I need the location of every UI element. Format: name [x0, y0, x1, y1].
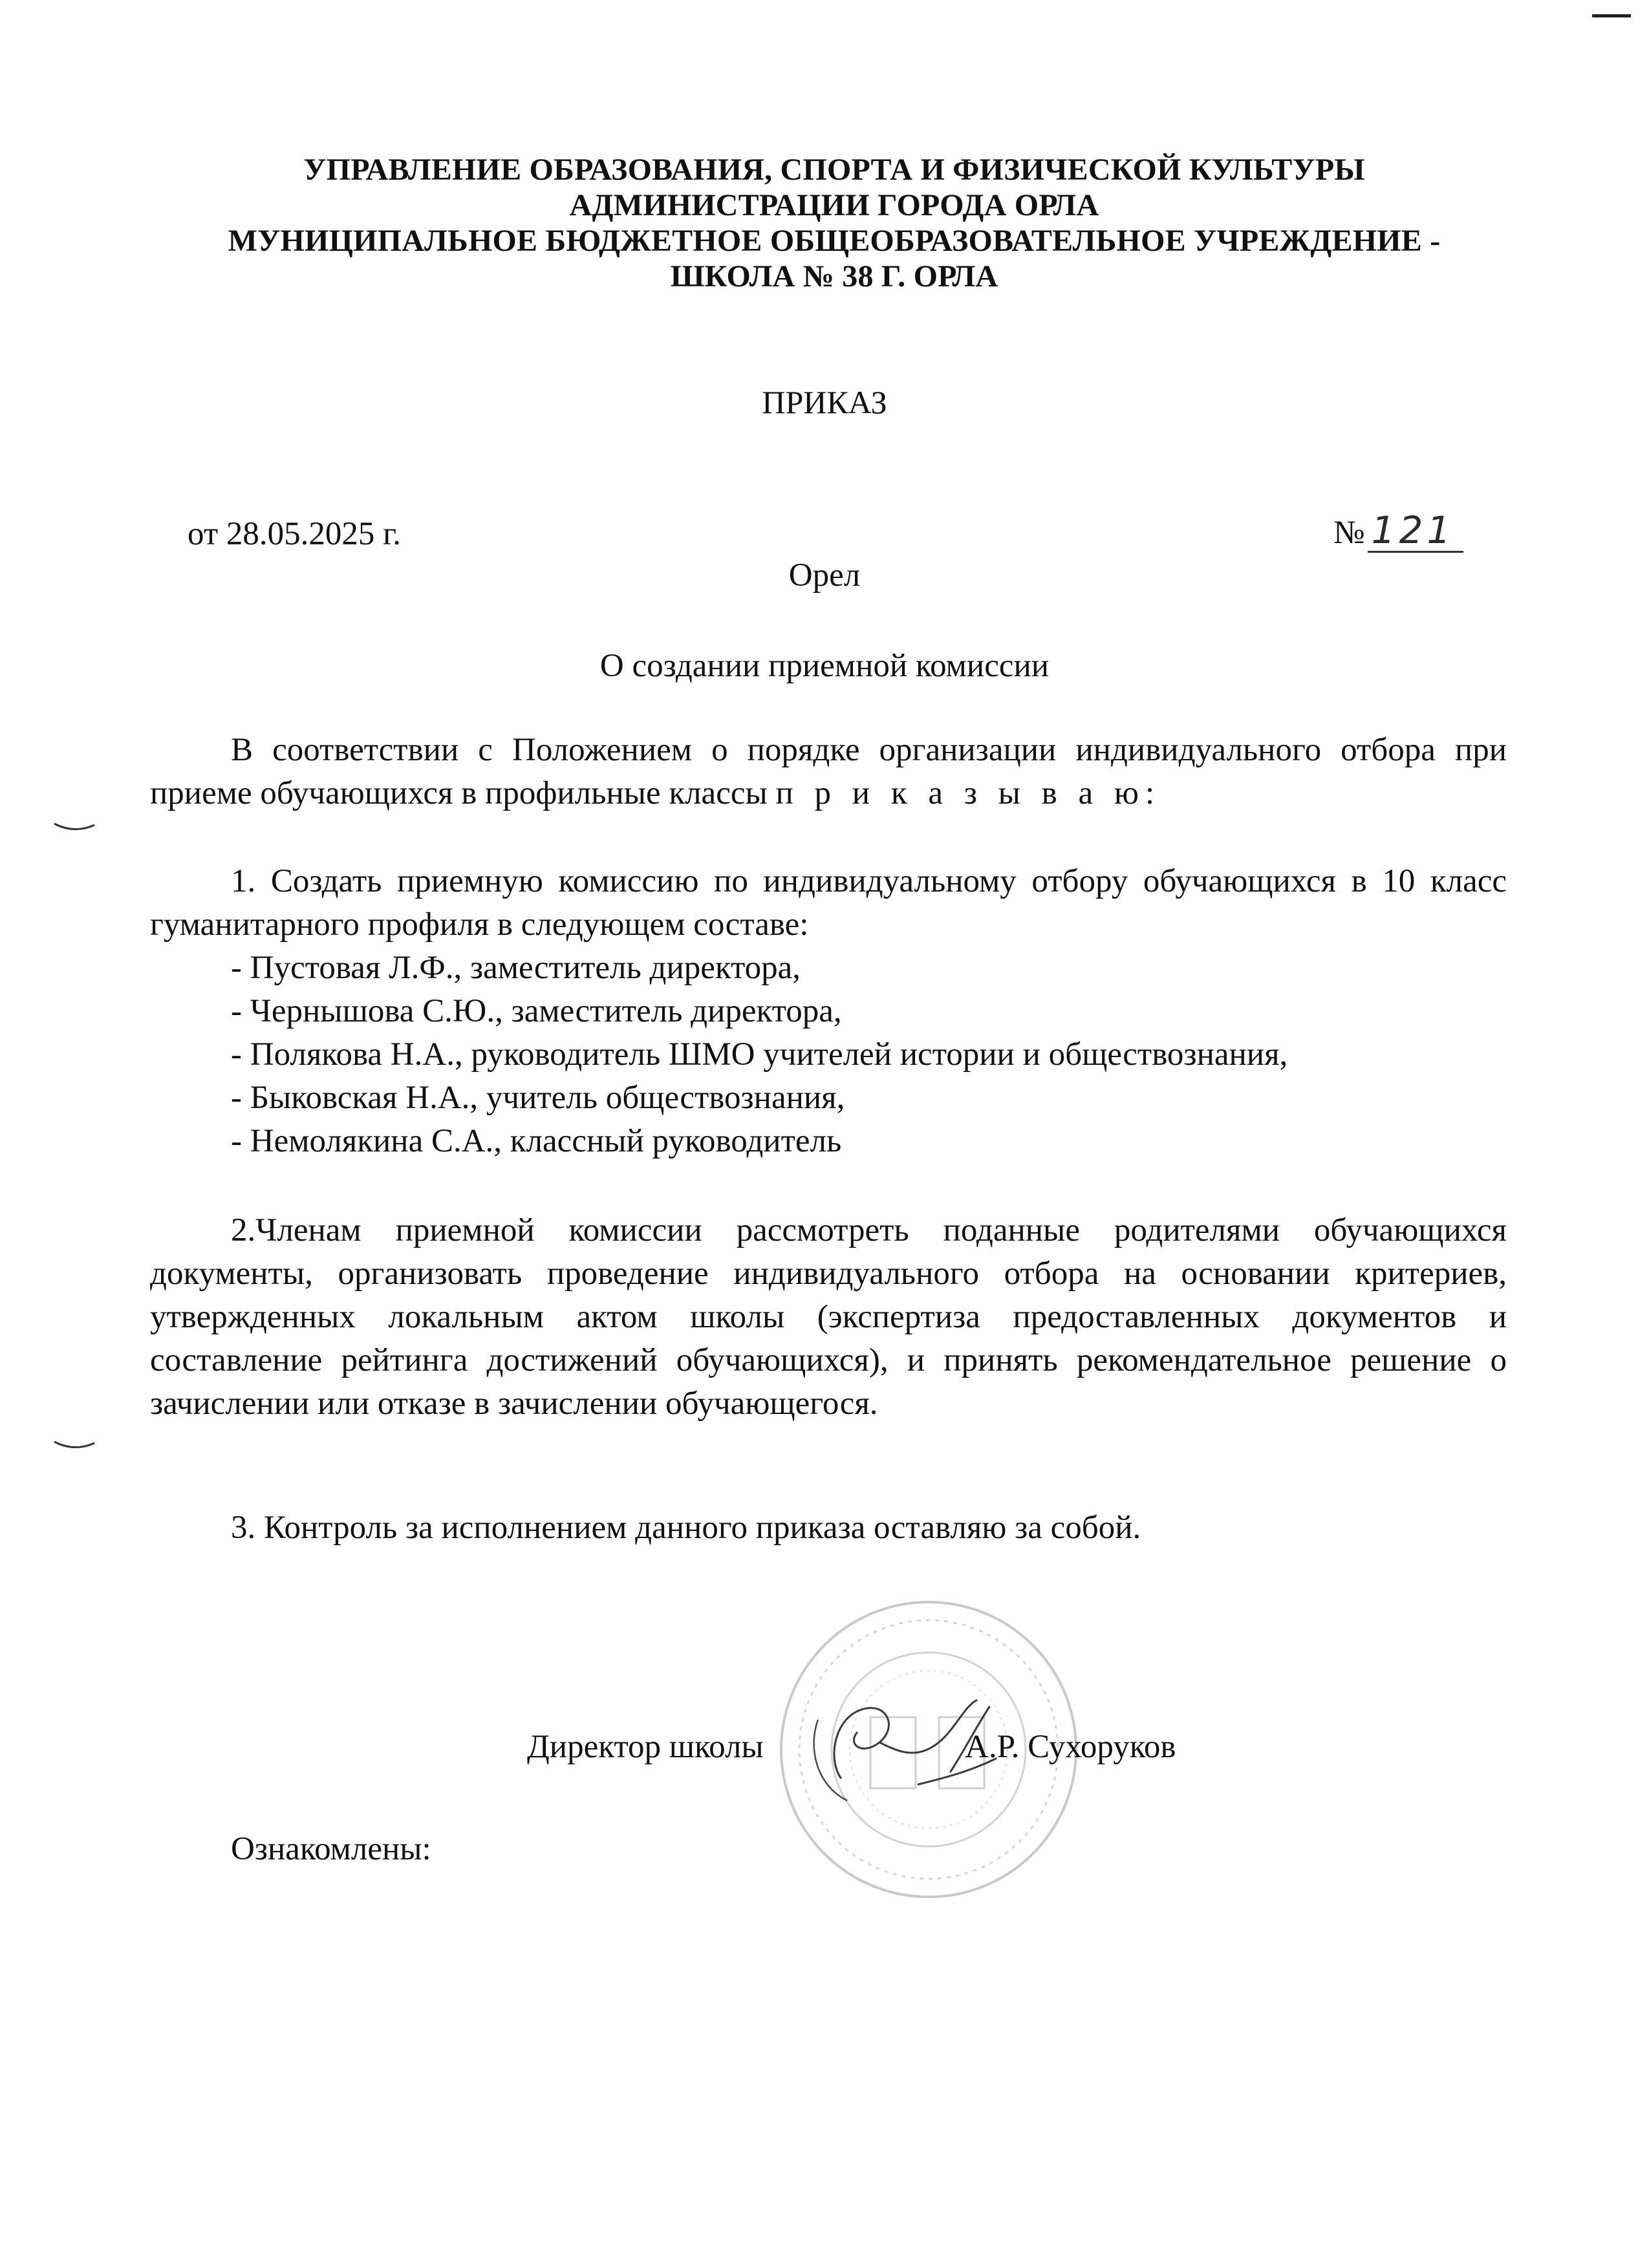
- commission-members-list: [231, 947, 1288, 1163]
- header-line-2: АДМИНИСТРАЦИИ ГОРОДА ОРЛА: [569, 188, 1099, 222]
- scan-mark-top-right: [1592, 14, 1631, 17]
- item-2-paragraph: 2.Членам приемной комиссии рассмотреть поданные родителями обучающихся документы, организовать проведение индивидуального отбора на основании критериев, утвержденных локальным актом школы (экспертиза предоставленных документов и составление рейтинга достижений обучающихся), и принять рекомендательное решение о зачислении или отказе в зачислении обучающегося.: [150, 1212, 1507, 1422]
- intro-emphasis: п р и к а з ы в а ю:: [775, 775, 1161, 811]
- list-item: - Быковская Н.А., учитель обществознания,: [231, 1080, 845, 1116]
- list-item: - Чернышова С.Ю., заместитель директора,: [231, 993, 842, 1029]
- acknowledged-label: Ознакомлены:: [231, 1831, 431, 1867]
- header-line-4: ШКОЛА № 38 Г. ОРЛА: [670, 259, 998, 294]
- signature-name: А.Р. Сухоруков: [965, 1729, 1176, 1765]
- margin-mark-upper: [52, 820, 97, 835]
- handwritten-number: 121: [1368, 511, 1464, 553]
- intro-text: В соответствии с Положением о порядке организации индивидуального отбора при приеме обучающихся в профильные классы: [150, 732, 1507, 811]
- list-item: - Полякова Н.А., руководитель ШМО учителей истории и обществознания,: [231, 1036, 1288, 1073]
- item-3-paragraph: 3. Контроль за исполнением данного приказа оставляю за собой.: [231, 1510, 1141, 1546]
- margin-mark-lower: [52, 1438, 97, 1453]
- order-number: [1333, 508, 1463, 553]
- order-subject: О создании приемной комиссии: [599, 648, 1050, 684]
- number-sign: №: [1333, 515, 1365, 551]
- list-item: - Пустовая Л.Ф., заместитель директора,: [231, 950, 801, 986]
- signature-position: Директор школы: [527, 1729, 764, 1765]
- header-line-3: МУНИЦИПАЛЬНОЕ БЮДЖЕТНОЕ ОБЩЕОБРАЗОВАТЕЛЬНОЕ УЧРЕЖДЕНИЕ -: [228, 224, 1441, 258]
- header-line-1: УПРАВЛЕНИЕ ОБРАЗОВАНИЯ, СПОРТА И ФИЗИЧЕСКОЙ КУЛЬТУРЫ: [303, 153, 1365, 187]
- item-1-paragraph: 1. Создать приемную комиссию по индивидуальному отбору обучающихся в 10 класс гуманитарного профиля в следующем составе:: [150, 863, 1507, 943]
- document-title: ПРИКАЗ: [762, 384, 887, 420]
- order-date: от 28.05.2025 г.: [188, 516, 402, 552]
- city: Орел: [788, 557, 861, 594]
- intro-paragraph: [150, 729, 1507, 815]
- organization-header: [149, 152, 1520, 294]
- list-item: - Немолякина С.А., классный руководитель: [231, 1123, 842, 1159]
